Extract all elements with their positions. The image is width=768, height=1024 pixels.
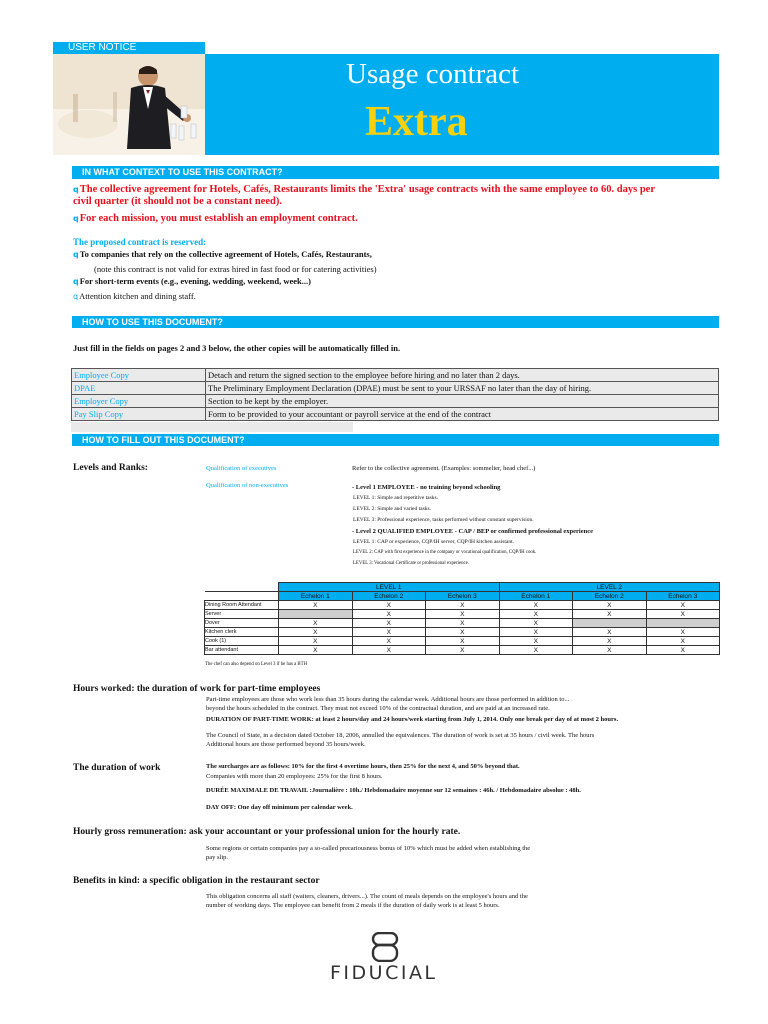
duration-p3: DURÉE MAXIMALE DE TRAVAIL :Journalière : 10h./ Hebdomadaire moyenne sur 12 semaines : 46h. / Hebdomadaire absolue : 48h. bbox=[206, 787, 581, 794]
table-cell: X bbox=[279, 637, 353, 646]
levels-footnote: The chef can also depend on Level 3 if he has a BTH bbox=[205, 662, 308, 667]
hours-p4: The Council of State, in a decision dated October 18, 2006, annulled the equivalences. The duration of work is set at 35 hours / civil week. The hours bbox=[206, 732, 595, 739]
duration-p2: Companies with more than 20 employees: 25% for the first 8 hours. bbox=[206, 773, 383, 780]
copy-name: Pay Slip Copy bbox=[72, 408, 206, 421]
table-cell: X bbox=[352, 610, 426, 619]
table-cell: X bbox=[499, 628, 573, 637]
hours-p1: Part-time employees are those who work less than 35 hours during the calendar week. Additional hours are those performed in addition to... bbox=[206, 696, 570, 703]
level-header: LEVEL 2 bbox=[499, 583, 720, 592]
table-row bbox=[205, 646, 720, 655]
copy-name: DPAE bbox=[72, 382, 206, 395]
hourly-p2: pay slip. bbox=[206, 854, 229, 861]
hours-p5: Additional hours are those performed beyond 35 hours/week. bbox=[206, 741, 366, 748]
copy-desc: Section to be kept by the employer. bbox=[206, 395, 719, 408]
table-cell: X bbox=[352, 628, 426, 637]
page-subtitle: Extra bbox=[365, 99, 468, 145]
table-cell: X bbox=[646, 646, 720, 655]
bullet-icon: q bbox=[73, 185, 79, 194]
waiter-photo-illustration bbox=[53, 54, 205, 155]
table-cell: X bbox=[499, 601, 573, 610]
job-name: Bar attendant bbox=[205, 646, 279, 655]
table-row bbox=[205, 637, 720, 646]
echelon-header: Echelon 3 bbox=[646, 592, 720, 601]
table-cell: X bbox=[573, 601, 647, 610]
table-cell: X bbox=[426, 601, 500, 610]
table-cell: X bbox=[352, 619, 426, 628]
table-cell: X bbox=[426, 610, 500, 619]
copy-row bbox=[72, 369, 719, 382]
echelon-header: Echelon 2 bbox=[352, 592, 426, 601]
hours-p3: DURATION OF PART-TIME WORK: at least 2 hours/day and 24 hours/week starting from July 1, 2014. Only one break per day of at most 2 hours. bbox=[206, 716, 619, 723]
duration-p1: The surcharges are as follows: 10% for the first 4 overtime hours, then 25% for the next 4, and 50% beyond that. bbox=[206, 763, 520, 770]
table-row bbox=[205, 619, 720, 628]
level1-line-1: LEVEL 1: Simple and repetitive tasks. bbox=[353, 495, 439, 501]
reserved-item-2-text: For short-term events (e.g., evening, wedding, weekend, week...) bbox=[79, 276, 311, 286]
table-cell: X bbox=[646, 601, 720, 610]
table-cell: X bbox=[426, 619, 500, 628]
bullet-icon: q bbox=[73, 292, 79, 301]
user-notice-label: USER NOTICE bbox=[68, 42, 137, 53]
table-cell: X bbox=[279, 628, 353, 637]
level1-title: - Level 1 EMPLOYEE - no training beyond schooling bbox=[352, 484, 501, 491]
copies-table bbox=[71, 368, 719, 421]
table-cell: X bbox=[426, 628, 500, 637]
hours-p2: beyond the hours scheduled in the contract. They must not exceed 10% of the contractual duration, and are paid at an increased rate. bbox=[206, 705, 550, 712]
level2-title: - Level 2 QUALIFIED EMPLOYEE - CAP / BEP or confirmed professional experience bbox=[352, 528, 593, 535]
job-name: Dining Room Attendant bbox=[205, 601, 279, 610]
table-cell: X bbox=[352, 637, 426, 646]
table-cell: X bbox=[499, 619, 573, 628]
duration-title: The duration of work bbox=[73, 763, 161, 773]
reserved-label: The proposed contract is reserved: bbox=[73, 237, 207, 247]
job-name: Kitchen clerk bbox=[205, 628, 279, 637]
table-cell: X bbox=[573, 637, 647, 646]
copies-table-shade bbox=[71, 422, 353, 432]
echelon-header: Echelon 1 bbox=[499, 592, 573, 601]
table-cell: X bbox=[426, 637, 500, 646]
level-header: LEVEL 1 bbox=[279, 583, 500, 592]
table-cell: X bbox=[573, 610, 647, 619]
context-red-1 bbox=[73, 184, 663, 208]
level1-line-3: LEVEL 3: Professional experience, tasks performed without constant supervision. bbox=[353, 517, 534, 523]
copy-desc: Detach and return the signed section to the employee before hiring and no later than 2 days. bbox=[206, 369, 719, 382]
table-cell: X bbox=[646, 628, 720, 637]
fiducial-logo-icon bbox=[370, 932, 400, 962]
reserved-item-3-text: Attention kitchen and dining staff. bbox=[79, 291, 196, 301]
context-red-1-text: The collective agreement for Hotels, Cafés, Restaurants limits the 'Extra' usage contracts with the same employee to 60. days per civil quarter (it should not be a constant need). bbox=[73, 184, 655, 207]
table-cell: X bbox=[573, 628, 647, 637]
levels-table bbox=[204, 582, 720, 655]
job-name: Cook (1) bbox=[205, 637, 279, 646]
reserved-item-1 bbox=[73, 249, 372, 259]
page-title: Usage contract bbox=[346, 58, 520, 90]
job-name: Server bbox=[205, 610, 279, 619]
context-bar-label: IN WHAT CONTEXT TO USE THIS CONTRACT? bbox=[82, 167, 283, 177]
copy-row bbox=[72, 382, 719, 395]
bullet-icon: q bbox=[73, 277, 79, 286]
copy-desc: Form to be provided to your accountant or payroll service at the end of the contract bbox=[206, 408, 719, 421]
table-cell: X bbox=[426, 646, 500, 655]
level2-line-3: LEVEL 3: Vocational Certificate or professional experience. bbox=[353, 561, 469, 566]
benefits-p2: number of working days. The employee can benefit from 2 meals if the duration of daily work is at least 5 hours. bbox=[206, 902, 500, 909]
echelon-header: Echelon 2 bbox=[573, 592, 647, 601]
benefits-title: Benefits in kind: a specific obligation in the restaurant sector bbox=[73, 876, 320, 886]
hours-title: Hours worked: the duration of work for part-time employees bbox=[73, 684, 321, 694]
level2-line-1: LEVEL 1: CAP or experience, CQP/IH server, CQP/IH kitchen assistant. bbox=[353, 539, 514, 545]
qual-exec-desc: Refer to the collective agreement. (Examples: sommelier, head chef...) bbox=[352, 465, 536, 472]
qual-nonexec-label: Qualification of non-executives bbox=[206, 482, 289, 489]
table-cell: X bbox=[573, 646, 647, 655]
table-cell: X bbox=[279, 601, 353, 610]
table-row bbox=[205, 628, 720, 637]
table-cell: X bbox=[646, 610, 720, 619]
level1-line-2: LEVEL 2: Simple and varied tasks. bbox=[353, 506, 432, 512]
table-cell: X bbox=[646, 637, 720, 646]
howto-bar-label: HOW TO USE THIS DOCUMENT? bbox=[82, 317, 223, 327]
header-photo bbox=[53, 54, 205, 155]
duration-p4: DAY OFF: One day off minimum per calendar week. bbox=[206, 804, 353, 811]
table-cell bbox=[573, 619, 647, 628]
copy-name: Employer Copy bbox=[72, 395, 206, 408]
copy-row bbox=[72, 408, 719, 421]
context-red-2-text: For each mission, you must establish an employment contract. bbox=[79, 213, 358, 224]
hourly-p1: Some regions or certain companies pay a so-called precariousness bonus of 10% which must be added when establishing the bbox=[206, 845, 531, 852]
table-cell: X bbox=[279, 646, 353, 655]
levels-label: Levels and Ranks: bbox=[73, 463, 148, 473]
levels-corner bbox=[205, 592, 279, 601]
bullet-icon: q bbox=[73, 214, 79, 223]
echelon-header: Echelon 1 bbox=[279, 592, 353, 601]
fiducial-brand: FIDUCIAL bbox=[330, 962, 438, 984]
copy-row bbox=[72, 395, 719, 408]
table-cell: X bbox=[499, 610, 573, 619]
table-cell: X bbox=[279, 619, 353, 628]
job-name: Dover bbox=[205, 619, 279, 628]
table-row bbox=[205, 601, 720, 610]
bullet-icon: q bbox=[73, 250, 79, 259]
copy-name: Employee Copy bbox=[72, 369, 206, 382]
echelon-header: Echelon 3 bbox=[426, 592, 500, 601]
table-cell: X bbox=[352, 646, 426, 655]
benefits-p1: This obligation concerns all staff (waiters, cleaners, drivers...). The count of meals depends on the employee's hours and the bbox=[206, 893, 528, 900]
howto-intro: Just fill in the fields on pages 2 and 3 below, the other copies will be automatically filled in. bbox=[73, 343, 401, 353]
reserved-item-1-text: To companies that rely on the collective agreement of Hotels, Cafés, Restaurants, bbox=[79, 249, 372, 259]
hourly-title: Hourly gross remuneration: ask your accountant or your professional union for the hourly rate. bbox=[73, 827, 461, 837]
levels-corner bbox=[205, 583, 279, 592]
context-red-2 bbox=[73, 213, 358, 225]
table-cell bbox=[279, 610, 353, 619]
reserved-item-3 bbox=[73, 291, 196, 301]
fill-bar-label: HOW TO FILL OUT THIS DOCUMENT? bbox=[82, 435, 245, 445]
table-cell: X bbox=[352, 601, 426, 610]
reserved-item-2 bbox=[73, 276, 311, 286]
table-row bbox=[205, 610, 720, 619]
copy-desc: The Preliminary Employment Declaration (DPAE) must be sent to your URSSAF no later than the day of hiring. bbox=[206, 382, 719, 395]
level2-line-2: LEVEL 2: CAP with first experience in the company or vocational qualification, CQP/IH cook. bbox=[353, 550, 537, 555]
qual-exec-label: Qualification of executives bbox=[206, 465, 277, 472]
table-cell: X bbox=[499, 637, 573, 646]
reserved-item-1-note: (note this contract is not valid for extras hired in fast food or for catering activities) bbox=[94, 264, 377, 274]
table-cell: X bbox=[499, 646, 573, 655]
echelon-header-row bbox=[205, 592, 720, 601]
levels-header-row bbox=[205, 583, 720, 592]
table-cell bbox=[646, 619, 720, 628]
